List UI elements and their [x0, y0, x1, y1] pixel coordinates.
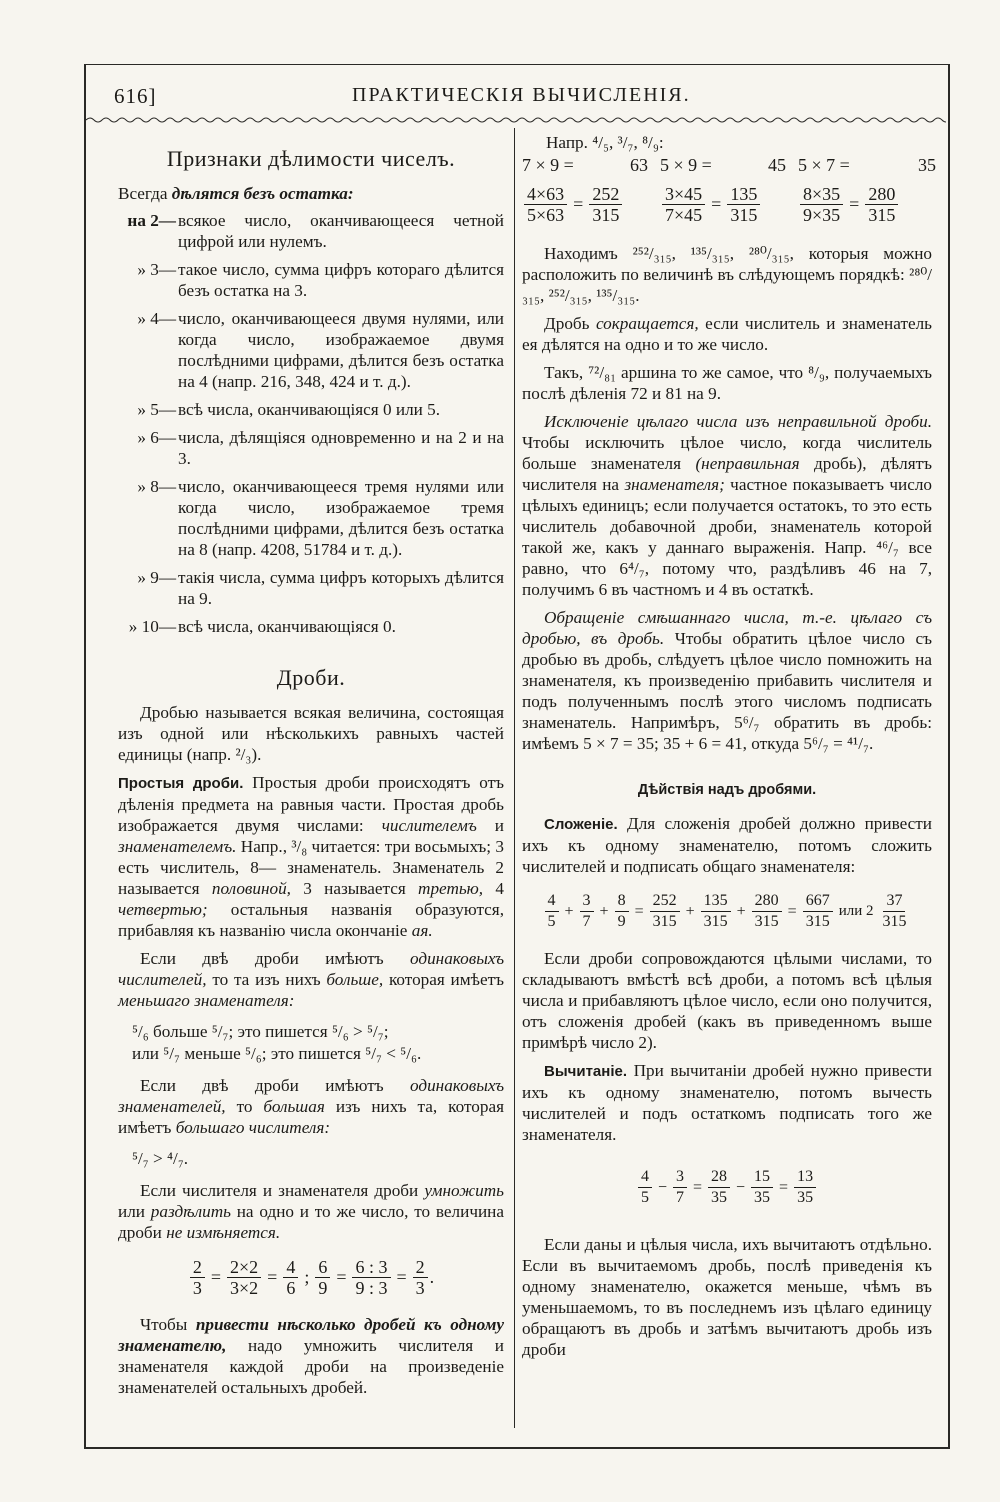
- equivalence-formula: $\frac{2}{3}$ = $\frac{2\times 2}{3\times 2}$ = $\frac{4}{6}$ ; $\frac{6}{9}$ = $\frac{6 : 3}{9 : 3}$ = $\frac{2}{3}$ .: [118, 1257, 504, 1298]
- whole-numbers-paragraph: Если дроби сопровождаются цѣлыми числами, то складываютъ вмѣстѣ всѣ дроби, а потомъ всѣ цѣлыя числа и прибавляютъ цѣлое число, если оно получится, отъ сложенія дробей (какъ въ приведенномъ выше примѣрѣ число 2).: [522, 949, 932, 1052]
- addition-paragraph: Сложеніе. Для сложенія дробей должно привести ихъ къ одному знаменателю, потомъ сложить числителей и подписать общаго знаменателя:: [522, 814, 932, 876]
- subtraction-formula: $\frac{4}{5}$ − $\frac{3}{7}$ = $\frac{28}{35}$ − $\frac{15}{35}$ = $\frac{13}{35}$: [522, 1167, 932, 1208]
- thus-paragraph: Такъ, ⁷²/₈₁ аршина то же самое, что ⁸/₉, получаемыхъ послѣ дѣленія 72 и 81 на 9.: [522, 363, 932, 403]
- rule-item: » 5— всѣ числа, оканчивающіяся 0 или 5.: [137, 400, 441, 419]
- comparison-examples: [132, 1021, 504, 1065]
- common-denominator-paragraph: Чтобы привести нѣсколько дробей къ одному знаменателю, надо умножить числителя и знаменателя каждой дроби на произведеніе знаменателей остальныхъ дробей.: [118, 1315, 505, 1397]
- section-title-divisibility: Признаки дѣлимости чиселъ.: [166, 146, 456, 171]
- example-line-3: ⁵/₇ > ⁴/₇.: [132, 1149, 189, 1168]
- section-title-fractions: Дроби.: [276, 665, 346, 690]
- example-line-2: или ⁵/₇ меньше ⁵/₆; это пишется ⁵/₇ < ⁵/₆.: [132, 1044, 422, 1063]
- rule-item: » 4— число, оканчивающееся двумя нулями, или когда число, изображаемое двумя послѣдними цифрами, дѣлится безъ остатка на 4 (напр. 216, 348, 424 и т. д.).: [137, 309, 504, 391]
- page-header: [84, 78, 948, 118]
- rule-item: на 2— всякое число, оканчивающееся четной цифрой или нулемъ.: [127, 211, 504, 251]
- page-number: 616]: [114, 84, 157, 108]
- section-title-operations: Дѣйствія надъ дробями.: [637, 782, 817, 798]
- rule-item: » 9— такія числа, сумма цифръ которыхъ дѣлится на 9.: [137, 568, 504, 608]
- subtraction-paragraph: Вычитаніе. При вычитаніи дробей нужно привести ихъ къ одному знаменателю, потомъ вычесть числителей и подъ остаткомъ подписать того же знаменателя.: [522, 1061, 932, 1144]
- multiply-paragraph: Если числителя и знаменателя дроби умножить или раздѣлить на одно и то же число, то величина дроби не измѣняется.: [118, 1181, 505, 1242]
- exclusion-paragraph: Исключеніе цѣлаго числа изъ неправильной дроби. Чтобы исключить цѣлое число, когда числитель больше знаменателя (неправильная дробь), дѣлятъ числителя на знаменателя; частное показываетъ число цѣлыхъ единицъ; если получается остатокъ, то это есть числитель добавочной дроби, знаменатель которой такой же, какъ у даннаго выраженія. Напр. ⁴⁶/₇ все равно, что 6⁴/₇, потому что, раздѣливъ 46 на 7, получимъ 6 въ частномъ и 4 въ остаткѣ.: [522, 412, 932, 599]
- simple-fractions-paragraph: Простыя дроби. Простыя дроби происходятъ отъ дѣленія предмета на равныя части. Простая дробь изображается двумя числами: числителемъ и знаменателемъ. Напр., ³/₈ читается: три восьмыхъ; 3 есть числитель, 8— знаменатель. Знаменатель 2 называется половиной, 3 называется третью, 4 четвертью; остальныя названія образуются, прибавляя къ названію числа окончаніе ая.: [118, 773, 504, 940]
- rule-item: » 6— числа, дѣлящіяся одновременно и на 2 и на 3.: [137, 428, 504, 468]
- example-line-1: ⁵/₆ больше ⁵/₇; это пишется ⁵/₆ > ⁵/₇;: [132, 1022, 389, 1041]
- divisibility-intro: Всегда дѣлятся безъ остатка:: [118, 184, 354, 203]
- running-title: ПРАКТИЧЕСКІЯ ВЫЧИСЛЕНІЯ.: [352, 84, 691, 106]
- subtraction-whole-paragraph: Если даны и цѣлыя числа, ихъ вычитаютъ отдѣльно. Если въ вычитаемомъ дробь, послѣ приведенія къ одному знаменателю, окажется меньше, чѣмъ въ уменьшаемомъ, то въ последнемъ изъ цѣлаго единицу обращаютъ въ дробь и затѣмъ вычитаютъ дробь изъ дроби: [522, 1235, 932, 1359]
- fraction-expansion-row: $\frac{4\times 63}{5\times 63}$ = $\frac{252}{315}$ $\frac{3\times 45}{7\times 45}$ = $\frac{135}{315}$ $\frac{8\times 35}{9\times 35}$ = $\frac{280}{315}$: [522, 184, 932, 225]
- ordering-paragraph: Находимъ ²⁵²/₃₁₅, ¹³⁵/₃₁₅, ²⁸⁰/₃₁₅, которыя можно расположить по величинѣ въ слѣдующемъ порядкѣ: ²⁸⁰/₃₁₅, ²⁵²/₃₁₅, ¹³⁵/₃₁₅.: [522, 244, 932, 305]
- fractions-definition: Дробью называется всякая величина, состоящая изъ одной или нѣсколькихъ равныхъ частей единицы (напр. ²/₃).: [118, 703, 504, 764]
- divisibility-rules: [118, 210, 504, 637]
- column-divider: [514, 128, 515, 1428]
- right-column: [522, 128, 936, 1367]
- conversion-paragraph: Обращеніе смѣшаннаго числа, т.-е. цѣлаго съ дробью, въ дробь. Чтобы обратить цѣлое число съ дробью въ дробь, слѣдуетъ цѣлое число помножить на знаменателя, къ произведенію прибавить числителя и подъ полученнымъ послѣ этого числомъ подписать знаменатель. Напримѣръ, 5⁶/₇ обратить въ дробь: имѣемъ 5 × 7 = 35; 35 + 6 = 41, откуда 5⁶/₇ = ⁴¹/₇.: [522, 608, 933, 753]
- multiplication-row: 7 × 9 = 63 5 × 9 = 45 5 × 7 = 35: [522, 155, 936, 175]
- rule-item: » 10— всѣ числа, оканчивающіяся 0.: [128, 617, 396, 636]
- reduce-paragraph: Дробь сокращается, если числитель и знаменатель ея дѣлятся на одно и то же число.: [522, 314, 932, 354]
- wavy-rule: [86, 114, 946, 126]
- left-column: [118, 128, 504, 1405]
- addition-formula: $\frac{4}{5}$ + $\frac{3}{7}$ + $\frac{8}{9}$ = $\frac{252}{315}$ + $\frac{135}{315}$ + $\frac{280}{315}$ = $\frac{667}{315}$ или 2 $\frac{37}{315}$: [522, 891, 932, 932]
- same-denominator-paragraph: Если двѣ дроби имѣютъ одинаковыхъ знаменателей, то большая изъ нихъ та, которая имѣетъ большаго числителя:: [118, 1076, 504, 1137]
- same-numerator-paragraph: Если двѣ дроби имѣютъ одинаковыхъ числителей, то та изъ нихъ больше, которая имѣетъ меньшаго знаменателя:: [118, 949, 504, 1010]
- example-napr: Напр. ⁴/₅, ³/₇, ⁸/₉:: [546, 133, 664, 152]
- rule-item: » 8— число, оканчивающееся тремя нулями или когда число, изображаемое тремя послѣдними цифрами, дѣлится безъ остатка на 8 (напр. 4208, 51784 и т. д.).: [137, 477, 504, 559]
- rule-item: » 3— такое число, сумма цифръ котораго дѣлится безъ остатка на 3.: [137, 260, 504, 300]
